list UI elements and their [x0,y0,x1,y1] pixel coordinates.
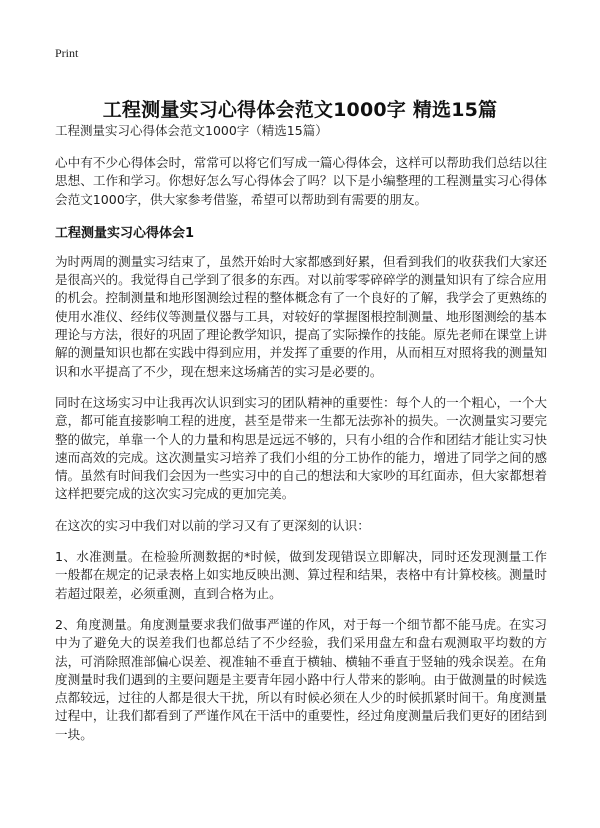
body-paragraph-1: 为时两周的测量实习结束了，虽然开始时大家都感到好累，但看到我们的收获我们大家还是很高兴的。我觉得自己学到了很多的东西。对以前零零碎碎学的测量知识有了综合应用的机会。控制测量和地形图测绘过程的整体概念有了一个良好的了解，我学会了更熟练的使用水准仪、经纬仪等测量仪器与工具，对较好的掌握图根控制测量、地形图测绘的基本理论与方法，很好的巩固了理论教学知识，提高了实际操作的技能。原先老师在课堂上讲解的测量知识也都在实践中得到应用，并发挥了重要的作用，从而相互对照将我的测量知识和水平提高了不少，现在想来这场痛苦的实习是必要的。 [55,253,547,379]
intro-paragraph: 心中有不少心得体会时，常常可以将它们写成一篇心得体会，这样可以帮助我们总结以往思想、工作和学习。你想好怎么写心得体会了吗？以下是小编整理的工程测量实习心得体会范文1000字，供大家参考借鉴，希望可以帮助到有需要的朋友。 [55,155,547,207]
document-subtitle: 工程测量实习心得体会范文1000字（精选15篇） [55,123,328,138]
body-paragraph-4: 1、水准测量。在检验所测数据的*时候，做到发现错误立即解决，同时还发现测量工作一般都在规定的记录表格上如实地反映出测、算过程和结果，表格中有计算校核。测量时若超过限差，必须重测，直到合格为止。 [55,549,547,601]
section-heading: 工程测量实习心得体会1 [55,225,195,241]
print-label[interactable]: Print [55,46,79,60]
body-paragraph-2: 同时在这场实习中让我再次认识到实习的团队精神的重要性：每个人的一个粗心，一个大意，都可能直接影响工程的进度，甚至是带来一生都无法弥补的损失。一次测量实习要完整的做完，单靠一个人的力量和构思是远远不够的，只有小组的合作和团结才能让实习快速而高效的完成。这次测量实习培养了我们小组的分工协作的能力，增进了同学之间的感情。虽然有时间我们会因为一些实习中的自己的想法和大家吵的耳红面赤，但大家都想着这样把要完成的这次实习完成的更加完美。 [55,394,547,502]
document-body [55,122,547,757]
document-title: 工程测量实习心得体会范文1000字 精选15篇 [102,98,498,121]
body-paragraph-5: 2、角度测量。角度测量要求我们做事严谨的作风，对于每一个细节都不能马虎。在实习中为了避免大的误差我们也都总结了不少经验，我们采用盘左和盘右观测取平均数的方法，可消除照准部偏心误差、视准轴不垂直于横轴、横轴不垂直于竖轴的残余误差。在角度测量时我们遇到的主要问题是主要青年园小路中行人带来的影响。由于做测量的时候选点都较远，过往的人都是很大干扰，所以有时候必须在人少的时候抓紧时间干。角度测量过程中，让我们都看到了严谨作风在干活中的重要性，经过角度测量后我们更好的团结到一块。 [55,616,547,742]
body-paragraph-3: 在这次的实习中我们对以前的学习又有了更深刻的认识： [55,517,370,533]
